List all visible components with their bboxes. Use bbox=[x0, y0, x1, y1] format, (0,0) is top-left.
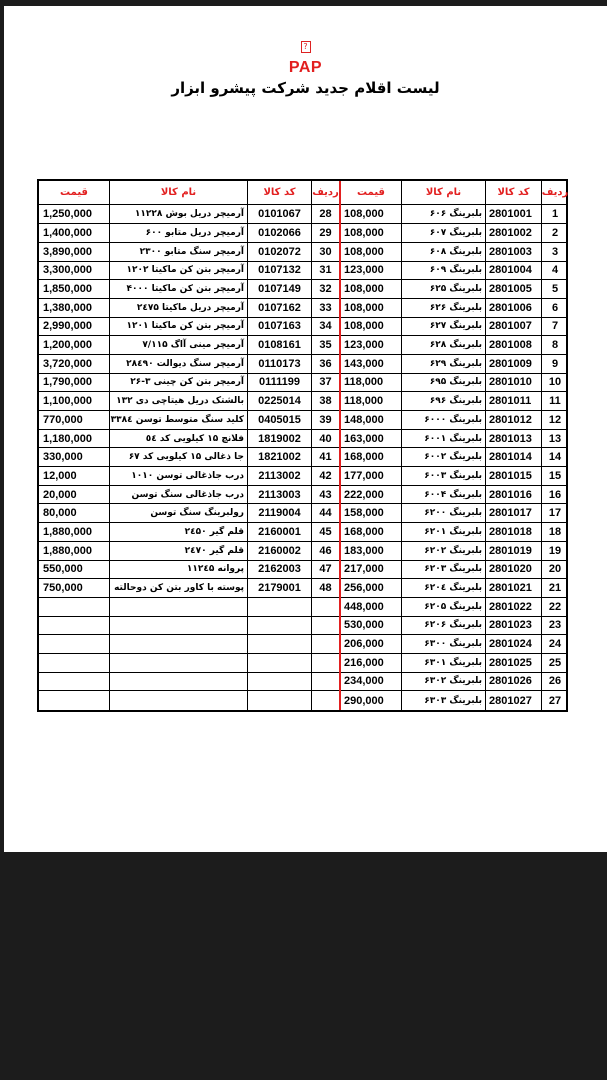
item-code: 2801012 bbox=[485, 411, 541, 429]
row-number: 26 bbox=[541, 673, 568, 691]
row-number: 13 bbox=[541, 430, 568, 448]
item-code: 2801021 bbox=[485, 579, 541, 597]
item-price: 290,000 bbox=[344, 694, 384, 707]
item-code: 2801001 bbox=[485, 205, 541, 223]
item-name: بلبرینگ ۶۰۶ bbox=[401, 205, 485, 223]
item-name: بلبرینگ ۶۰۰۱ bbox=[401, 430, 485, 448]
row-number: 35 bbox=[311, 336, 339, 354]
item-code: 2801015 bbox=[485, 467, 541, 485]
item-code: 2801024 bbox=[485, 635, 541, 653]
table-right-half bbox=[341, 181, 568, 710]
table-row bbox=[341, 523, 568, 542]
table-row bbox=[39, 224, 339, 243]
item-price bbox=[39, 673, 109, 691]
item-name: بلبرینگ ۶۹۵ bbox=[401, 374, 485, 392]
item-price: 217,000 bbox=[344, 563, 384, 576]
table-row bbox=[341, 635, 568, 654]
row-number: 14 bbox=[541, 448, 568, 466]
item-name: بلبرینگ ۶۲۰۵ bbox=[401, 598, 485, 616]
item-price bbox=[39, 598, 109, 616]
item-code: 2801017 bbox=[485, 504, 541, 522]
item-name: بلبرینگ ۶۲۰۰ bbox=[401, 504, 485, 522]
item-price: 330,000 bbox=[43, 451, 83, 464]
item-code: 2801003 bbox=[485, 243, 541, 261]
item-code: 2801020 bbox=[485, 561, 541, 579]
row-number: 28 bbox=[311, 205, 339, 223]
item-name: بلبرینگ ۶۰۷ bbox=[401, 224, 485, 242]
row-number: 16 bbox=[541, 486, 568, 504]
row-number: 44 bbox=[311, 504, 339, 522]
item-code: 2113002 bbox=[247, 467, 311, 485]
table-row bbox=[341, 411, 568, 430]
row-number: 30 bbox=[311, 243, 339, 261]
row-number: 29 bbox=[311, 224, 339, 242]
table-row bbox=[39, 673, 339, 692]
table-row bbox=[341, 467, 568, 486]
table-row bbox=[39, 523, 339, 542]
table-header-row bbox=[341, 181, 568, 205]
item-price: 12,000 bbox=[43, 469, 77, 482]
row-number: 21 bbox=[541, 579, 568, 597]
table-row bbox=[39, 598, 339, 617]
table-row bbox=[39, 561, 339, 580]
item-code: 2801009 bbox=[485, 355, 541, 373]
table-row bbox=[39, 448, 339, 467]
table-left-half bbox=[39, 181, 339, 710]
item-price: 2,990,000 bbox=[43, 320, 92, 333]
item-price: 1,400,000 bbox=[43, 226, 92, 239]
table-row bbox=[39, 486, 339, 505]
item-code: 2801004 bbox=[485, 262, 541, 280]
item-name: بلبرینگ ۶۲۰٤ bbox=[401, 579, 485, 597]
item-price: 216,000 bbox=[344, 656, 384, 669]
item-name: آرمیچر دریل ماکیتا ۲٤۷۵ bbox=[109, 299, 247, 317]
item-name: پروانه ۱۱۲٤۵ bbox=[109, 561, 247, 579]
item-price: 1,100,000 bbox=[43, 395, 92, 408]
row-number: 39 bbox=[311, 411, 339, 429]
item-name: بلبرینگ ۶۲۰۶ bbox=[401, 617, 485, 635]
item-name bbox=[109, 617, 247, 635]
row-number: 5 bbox=[541, 280, 568, 298]
document-title: لیست اقلام جدید شرکت پیشرو ابزار bbox=[171, 79, 440, 97]
item-price: 222,000 bbox=[344, 488, 384, 501]
item-name: بلبرینگ ۶۳۰۳ bbox=[401, 691, 485, 710]
item-name: آرمیچر بتن کن ماکیتا ۱۲۰۲ bbox=[109, 262, 247, 280]
item-price: 118,000 bbox=[344, 395, 384, 408]
row-number: 45 bbox=[311, 523, 339, 541]
table-row bbox=[39, 299, 339, 318]
item-code: 1821002 bbox=[247, 448, 311, 466]
row-number bbox=[311, 673, 339, 691]
table-row bbox=[341, 448, 568, 467]
item-price: 1,790,000 bbox=[43, 376, 92, 389]
row-number: 42 bbox=[311, 467, 339, 485]
item-price bbox=[39, 635, 109, 653]
item-price: 234,000 bbox=[344, 675, 384, 688]
row-number: 2 bbox=[541, 224, 568, 242]
item-name: بلبرینگ ۶۲۶ bbox=[401, 299, 485, 317]
item-name: بلبرینگ ۶۲۸ bbox=[401, 336, 485, 354]
item-name: بلبرینگ ۶۰۰۳ bbox=[401, 467, 485, 485]
header-code: کد کالا bbox=[485, 181, 541, 204]
row-number: 11 bbox=[541, 392, 568, 410]
item-price: 148,000 bbox=[344, 413, 384, 426]
item-code: 2801006 bbox=[485, 299, 541, 317]
row-number: 1 bbox=[541, 205, 568, 223]
table-row bbox=[341, 374, 568, 393]
item-price: 3,720,000 bbox=[43, 357, 92, 370]
table-row bbox=[341, 280, 568, 299]
item-name: بلبرینگ ۶۳۰۲ bbox=[401, 673, 485, 691]
item-name: آرمیچر بتن کن ماکیتا ۴۰۰۰ bbox=[109, 280, 247, 298]
item-price: 750,000 bbox=[43, 582, 83, 595]
item-name: جا ذغالی ۱۵ کیلویی کد ۶۷ bbox=[109, 448, 247, 466]
item-code: 2162003 bbox=[247, 561, 311, 579]
table-row bbox=[39, 205, 339, 224]
item-name: آرمیچر بتن کن ماکیتا ۱۲۰۱ bbox=[109, 318, 247, 336]
item-price: 108,000 bbox=[344, 226, 384, 239]
item-price: 108,000 bbox=[344, 208, 384, 221]
item-price: 206,000 bbox=[344, 638, 384, 651]
item-name bbox=[109, 691, 247, 710]
item-name: فلانچ ۱۵ کیلویی کد ٥٤ bbox=[109, 430, 247, 448]
row-number: 25 bbox=[541, 654, 568, 672]
item-code: 0102066 bbox=[247, 224, 311, 242]
table-row bbox=[39, 504, 339, 523]
row-number: 4 bbox=[541, 262, 568, 280]
item-name: آرمیچر دریل متابو ۶۰۰ bbox=[109, 224, 247, 242]
header-radif: ردیف bbox=[311, 181, 339, 204]
table-row bbox=[341, 673, 568, 692]
item-code: 2179001 bbox=[247, 579, 311, 597]
row-number: 8 bbox=[541, 336, 568, 354]
item-code: 0110173 bbox=[247, 355, 311, 373]
item-name bbox=[109, 673, 247, 691]
item-name: درب جاذغالی توسن ۱۰۱۰ bbox=[109, 467, 247, 485]
item-price: 108,000 bbox=[344, 283, 384, 296]
item-name: آرمیچر مینی آاگ ۷/۱۱۵ bbox=[109, 336, 247, 354]
table-row bbox=[341, 336, 568, 355]
table-row bbox=[39, 635, 339, 654]
item-price: 1,880,000 bbox=[43, 525, 92, 538]
item-code: 2801007 bbox=[485, 318, 541, 336]
item-name bbox=[109, 635, 247, 653]
item-price: 183,000 bbox=[344, 544, 384, 557]
item-price: 108,000 bbox=[344, 301, 384, 314]
table-row bbox=[39, 243, 339, 262]
item-name: بلبرینگ ۶۲۵ bbox=[401, 280, 485, 298]
item-name bbox=[109, 598, 247, 616]
item-name: بلبرینگ ۶۳۰۰ bbox=[401, 635, 485, 653]
table-row bbox=[39, 467, 339, 486]
item-price: 123,000 bbox=[344, 339, 384, 352]
item-code: 2801002 bbox=[485, 224, 541, 242]
item-name: آرمیچر سنگ دیوالت ۲۸٤۹۰ bbox=[109, 355, 247, 373]
item-price: 256,000 bbox=[344, 582, 384, 595]
table-row bbox=[341, 205, 568, 224]
item-name bbox=[109, 654, 247, 672]
item-code bbox=[247, 617, 311, 635]
item-code: 0111199 bbox=[247, 374, 311, 392]
row-number: 12 bbox=[541, 411, 568, 429]
row-number bbox=[311, 635, 339, 653]
item-name: بلبرینگ ۶۲۷ bbox=[401, 318, 485, 336]
item-name: بلبرینگ ۶۲۰۳ bbox=[401, 561, 485, 579]
table-row bbox=[39, 691, 339, 710]
brand-name: PAP bbox=[288, 59, 323, 76]
row-number: 48 bbox=[311, 579, 339, 597]
item-code: 2801014 bbox=[485, 448, 541, 466]
item-price: 770,000 bbox=[43, 413, 83, 426]
item-code: 0107149 bbox=[247, 280, 311, 298]
table-row bbox=[341, 486, 568, 505]
table-row bbox=[39, 318, 339, 337]
item-code bbox=[247, 598, 311, 616]
table-row bbox=[341, 392, 568, 411]
item-code: 2801019 bbox=[485, 542, 541, 560]
item-price: 20,000 bbox=[43, 488, 77, 501]
table-row bbox=[341, 262, 568, 281]
row-number: 17 bbox=[541, 504, 568, 522]
row-number bbox=[311, 617, 339, 635]
table-row bbox=[39, 579, 339, 598]
item-price: 158,000 bbox=[344, 507, 384, 520]
header-name: نام کالا bbox=[109, 181, 247, 204]
item-name: بلبرینگ ۶۲۹ bbox=[401, 355, 485, 373]
item-code: 2801026 bbox=[485, 673, 541, 691]
item-name: پوسته با کاور بتن کن دوحالته bbox=[109, 579, 247, 597]
table-row bbox=[341, 243, 568, 262]
item-code bbox=[247, 691, 311, 710]
item-code: 0405015 bbox=[247, 411, 311, 429]
item-code: 2801010 bbox=[485, 374, 541, 392]
item-code: 2801011 bbox=[485, 392, 541, 410]
document-page bbox=[4, 6, 607, 852]
row-number: 41 bbox=[311, 448, 339, 466]
table-header-row bbox=[39, 181, 339, 205]
document-header bbox=[4, 34, 607, 97]
item-code: 0102072 bbox=[247, 243, 311, 261]
item-code: 2801027 bbox=[485, 691, 541, 710]
item-name: بلبرینگ ۶۳۰۱ bbox=[401, 654, 485, 672]
item-code: 2801022 bbox=[485, 598, 541, 616]
header-radif: ردیف bbox=[541, 181, 568, 204]
row-number: 9 bbox=[541, 355, 568, 373]
item-code: 2801023 bbox=[485, 617, 541, 635]
item-code bbox=[247, 654, 311, 672]
table-row bbox=[39, 542, 339, 561]
row-number: 37 bbox=[311, 374, 339, 392]
item-code: 2801025 bbox=[485, 654, 541, 672]
table-row bbox=[39, 392, 339, 411]
logo-placeholder-icon: ? bbox=[301, 41, 311, 53]
row-number: 46 bbox=[311, 542, 339, 560]
item-code bbox=[247, 673, 311, 691]
row-number: 19 bbox=[541, 542, 568, 560]
item-name: بلبرینگ ۶۲۰۲ bbox=[401, 542, 485, 560]
item-code: 2801013 bbox=[485, 430, 541, 448]
row-number bbox=[311, 691, 339, 710]
table-row bbox=[341, 598, 568, 617]
header-code: کد کالا bbox=[247, 181, 311, 204]
row-number: 36 bbox=[311, 355, 339, 373]
row-number: 32 bbox=[311, 280, 339, 298]
table-row bbox=[39, 374, 339, 393]
item-code: 0107162 bbox=[247, 299, 311, 317]
table-row bbox=[39, 411, 339, 430]
table-row bbox=[39, 280, 339, 299]
item-name: قلم گیر ۲٤۷۰ bbox=[109, 542, 247, 560]
item-price: 168,000 bbox=[344, 451, 384, 464]
item-price: 80,000 bbox=[43, 507, 77, 520]
row-number: 22 bbox=[541, 598, 568, 616]
row-number: 10 bbox=[541, 374, 568, 392]
table-row bbox=[341, 318, 568, 337]
table-row bbox=[39, 355, 339, 374]
column-divider bbox=[339, 181, 341, 710]
row-number: 3 bbox=[541, 243, 568, 261]
item-price: 1,200,000 bbox=[43, 339, 92, 352]
table-row bbox=[341, 355, 568, 374]
table-row bbox=[341, 504, 568, 523]
table-row bbox=[341, 617, 568, 636]
item-code: 0107132 bbox=[247, 262, 311, 280]
item-code: 0107163 bbox=[247, 318, 311, 336]
item-price bbox=[39, 654, 109, 672]
table-row bbox=[341, 542, 568, 561]
row-number: 40 bbox=[311, 430, 339, 448]
row-number: 15 bbox=[541, 467, 568, 485]
item-price: 108,000 bbox=[344, 320, 384, 333]
table-row bbox=[341, 224, 568, 243]
table-row bbox=[341, 430, 568, 449]
row-number bbox=[311, 654, 339, 672]
item-price: 108,000 bbox=[344, 245, 384, 258]
item-name: بلبرینگ ۶۰۰۰ bbox=[401, 411, 485, 429]
table-row bbox=[39, 654, 339, 673]
table-row bbox=[341, 654, 568, 673]
row-number: 23 bbox=[541, 617, 568, 635]
item-price: 448,000 bbox=[344, 600, 384, 613]
item-name: بلبرینگ ۶۲۰۱ bbox=[401, 523, 485, 541]
row-number: 7 bbox=[541, 318, 568, 336]
item-code bbox=[247, 635, 311, 653]
item-code: 2113003 bbox=[247, 486, 311, 504]
row-number: 47 bbox=[311, 561, 339, 579]
item-price: 1,180,000 bbox=[43, 432, 92, 445]
item-code: 0225014 bbox=[247, 392, 311, 410]
header-price: قیمت bbox=[357, 187, 385, 199]
row-number: 38 bbox=[311, 392, 339, 410]
item-name: بلبرینگ ۶۰۹ bbox=[401, 262, 485, 280]
header-price: قیمت bbox=[60, 187, 88, 199]
item-code: 2801016 bbox=[485, 486, 541, 504]
item-price: 168,000 bbox=[344, 525, 384, 538]
item-name: بلبرینگ ۶۰۰۴ bbox=[401, 486, 485, 504]
table-row bbox=[341, 691, 568, 710]
item-price: 118,000 bbox=[344, 376, 384, 389]
item-price: 3,300,000 bbox=[43, 264, 92, 277]
item-name: بلبرینگ ۶۰۸ bbox=[401, 243, 485, 261]
table-row bbox=[341, 561, 568, 580]
item-code: 2160002 bbox=[247, 542, 311, 560]
item-name: بالشتک دریل هیتاچی دی ۱۳۲ bbox=[109, 392, 247, 410]
item-code: 2801008 bbox=[485, 336, 541, 354]
item-price: 163,000 bbox=[344, 432, 384, 445]
row-number: 33 bbox=[311, 299, 339, 317]
item-code: 2119004 bbox=[247, 504, 311, 522]
item-price bbox=[39, 617, 109, 635]
row-number bbox=[311, 598, 339, 616]
item-name: رولبرینگ سنگ توسن bbox=[109, 504, 247, 522]
row-number: 43 bbox=[311, 486, 339, 504]
item-code: 2160001 bbox=[247, 523, 311, 541]
row-number: 34 bbox=[311, 318, 339, 336]
item-price: 123,000 bbox=[344, 264, 384, 277]
item-code: 0101067 bbox=[247, 205, 311, 223]
item-name: درب جاذغالی سنگ توسن bbox=[109, 486, 247, 504]
item-name: آرمیچر دریل بوش ۱۱۲۲۸ bbox=[109, 205, 247, 223]
item-name: بلبرینگ ۶۹۶ bbox=[401, 392, 485, 410]
row-number: 24 bbox=[541, 635, 568, 653]
item-price: 1,880,000 bbox=[43, 544, 92, 557]
item-name: آرمیچر بتن کن چینی ۳-۲۶ bbox=[109, 374, 247, 392]
item-name: آرمیچر سنگ متابو ۲۳۰۰ bbox=[109, 243, 247, 261]
row-number: 31 bbox=[311, 262, 339, 280]
item-code: 2801018 bbox=[485, 523, 541, 541]
item-code: 2801005 bbox=[485, 280, 541, 298]
table-row bbox=[39, 262, 339, 281]
item-price: 3,890,000 bbox=[43, 245, 92, 258]
item-name: قلم گیر ۲٤۵۰ bbox=[109, 523, 247, 541]
row-number: 20 bbox=[541, 561, 568, 579]
item-name: بلبرینگ ۶۰۰۲ bbox=[401, 448, 485, 466]
item-code: 0108161 bbox=[247, 336, 311, 354]
table-row bbox=[341, 579, 568, 598]
item-price: 1,850,000 bbox=[43, 283, 92, 296]
item-price: 177,000 bbox=[344, 469, 384, 482]
row-number: 6 bbox=[541, 299, 568, 317]
item-price: 1,250,000 bbox=[43, 208, 92, 221]
row-number: 18 bbox=[541, 523, 568, 541]
header-name: نام کالا bbox=[401, 181, 485, 204]
item-price bbox=[39, 691, 109, 710]
table-row bbox=[39, 430, 339, 449]
item-price: 530,000 bbox=[344, 619, 384, 632]
item-code: 1819002 bbox=[247, 430, 311, 448]
price-list-table bbox=[37, 179, 568, 712]
row-number: 27 bbox=[541, 691, 568, 710]
table-row bbox=[39, 336, 339, 355]
table-row bbox=[341, 299, 568, 318]
item-price: 550,000 bbox=[43, 563, 83, 576]
item-price: 1,380,000 bbox=[43, 301, 92, 314]
table-row bbox=[39, 617, 339, 636]
item-name: کلید سنگ متوسط توسن ۳۳۸٤ bbox=[109, 411, 247, 429]
item-price: 143,000 bbox=[344, 357, 384, 370]
